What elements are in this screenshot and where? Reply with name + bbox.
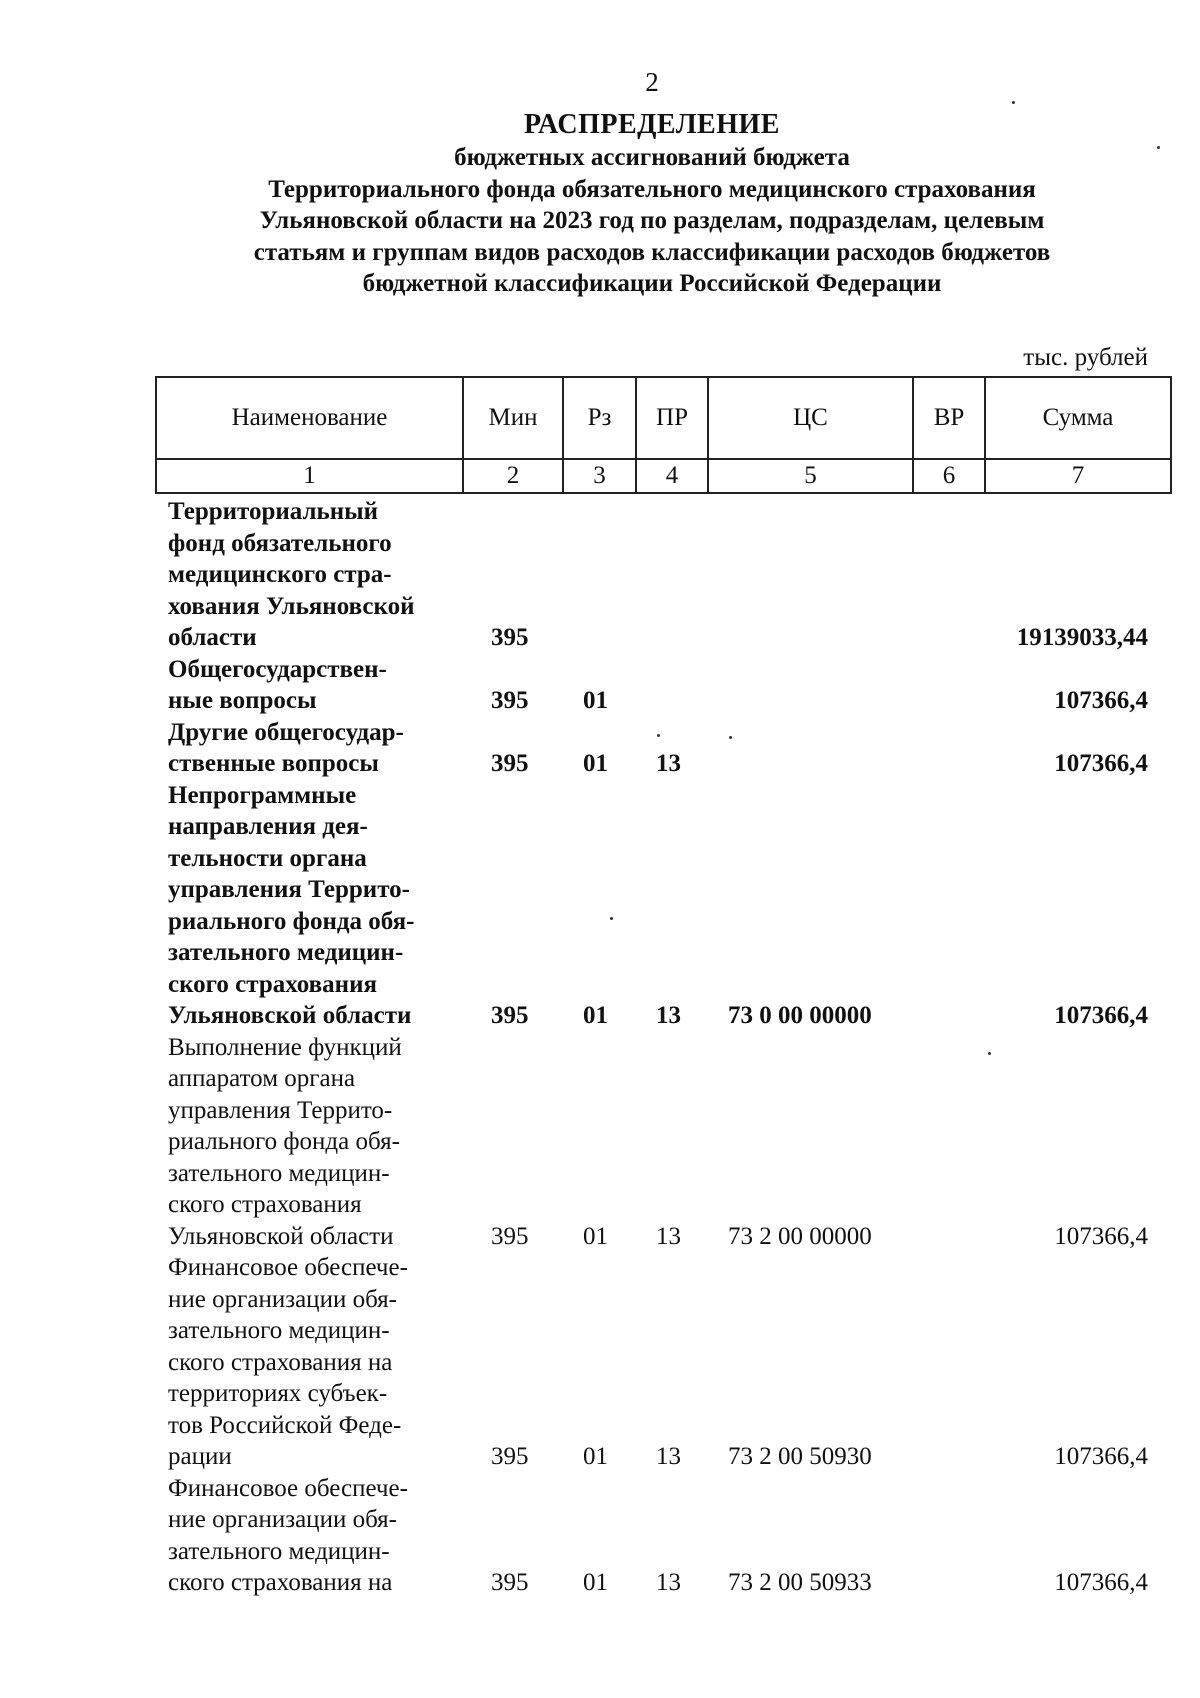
table-row: [0, 1473, 1200, 1599]
row-name-line: управления Террито-: [168, 1096, 393, 1124]
document-subtitle-line: статьям и группам видов расходов классификации расходов бюджетов: [253, 238, 1051, 266]
cell-min: 395: [491, 687, 529, 714]
row-name: [168, 1473, 450, 1599]
column-number: 6: [913, 459, 985, 493]
row-name-line: Другие общегосудар-: [168, 718, 404, 746]
column-header-min: Мин: [463, 377, 563, 459]
row-name-line: Ульяновской области: [168, 1222, 394, 1250]
row-name-line: управления Террито-: [168, 876, 410, 903]
cell-sum: 107366,4: [1054, 1002, 1148, 1029]
column-number: 4: [636, 459, 708, 493]
row-name-line: зательного медицин-: [168, 1317, 390, 1344]
column-number: 5: [708, 459, 913, 493]
row-name-line: Ульяновской области: [168, 1002, 412, 1029]
row-name-line: Выполнение функций: [168, 1033, 402, 1061]
cell-pr: 13: [656, 1222, 681, 1250]
row-name-line: зательного медицин-: [168, 1159, 390, 1187]
cell-sum: 19139033,44: [1016, 624, 1148, 651]
cell-min: 395: [491, 1569, 529, 1596]
column-header-name: Наименование: [156, 377, 463, 459]
row-name: [168, 496, 450, 654]
cell-rz: 01: [583, 1002, 608, 1029]
column-number: 1: [156, 459, 463, 493]
scan-speck: [1012, 101, 1015, 104]
row-name-line: зательного медицин-: [168, 939, 404, 966]
cell-sum: 107366,4: [1054, 1443, 1148, 1470]
cell-min: 395: [491, 1222, 529, 1250]
row-name-line: ние организации обя-: [168, 1285, 397, 1313]
cell-rz: 01: [583, 1443, 608, 1470]
document-subtitle-line: Территориального фонда обязательного медицинского страхования: [268, 175, 1036, 203]
row-name: [168, 780, 450, 1032]
row-name-line: риального фонда обя-: [168, 907, 415, 935]
cell-rz: 01: [583, 1222, 608, 1250]
cell-sum: 107366,4: [1054, 1222, 1148, 1250]
row-name-line: фонд обязательного: [168, 529, 392, 557]
column-header-vr: ВР: [913, 377, 985, 459]
column-number: 2: [463, 459, 563, 493]
row-name-line: медицинского стра-: [168, 561, 392, 588]
table-row: [0, 496, 1200, 654]
document-heading: [130, 108, 1174, 300]
row-name-line: Непрограммные: [168, 781, 357, 809]
cell-rz: 01: [583, 1569, 608, 1596]
row-name-line: тельности органа: [168, 844, 367, 872]
scan-speck: [610, 917, 613, 920]
scan-speck: [729, 736, 732, 739]
cell-pr: 13: [656, 750, 681, 777]
row-name-line: ского страхования на: [168, 1569, 393, 1596]
table-row: [0, 1032, 1200, 1253]
column-header-cs: ЦС: [708, 377, 913, 459]
cell-min: 395: [491, 1002, 529, 1029]
row-name-line: зательного медицин-: [168, 1537, 390, 1565]
row-name-line: тов Российской Феде-: [168, 1411, 402, 1439]
table-body: [0, 496, 1200, 1599]
cell-rz: 01: [583, 750, 608, 777]
column-header-rz: Рз: [563, 377, 636, 459]
column-number: 7: [985, 459, 1171, 493]
row-name-line: ные вопросы: [168, 687, 317, 714]
table-row: [0, 717, 1200, 780]
cell-cs: 73 0 00 00000: [728, 1002, 872, 1029]
column-header-sum: Сумма: [985, 377, 1171, 459]
scan-speck: [1157, 146, 1160, 149]
cell-pr: 13: [656, 1443, 681, 1470]
cell-pr: 13: [656, 1569, 681, 1596]
cell-cs: 73 2 00 50930: [728, 1443, 872, 1470]
row-name-line: ственные вопросы: [168, 750, 379, 777]
table-row: [0, 780, 1200, 1032]
cell-cs: 73 2 00 50933: [728, 1569, 872, 1596]
row-name-line: Финансовое обеспече-: [168, 1254, 408, 1281]
cell-min: 395: [491, 624, 529, 651]
row-name-line: территориях субъек-: [168, 1380, 388, 1407]
cell-rz: 01: [583, 687, 608, 714]
row-name-line: ского страхования на: [168, 1348, 393, 1376]
row-name-line: ние организации обя-: [168, 1506, 397, 1533]
row-name-line: направления дея-: [168, 813, 368, 840]
table-row: [0, 654, 1200, 717]
row-name: [168, 1032, 450, 1253]
cell-min: 395: [491, 750, 529, 777]
document-subtitle-line: бюджетных ассигнований бюджета: [454, 144, 850, 171]
row-name-line: ского страхования: [168, 970, 377, 998]
row-name-line: хования Ульяновской: [168, 592, 415, 620]
row-name-line: Финансовое обеспече-: [168, 1474, 408, 1502]
cell-cs: 73 2 00 00000: [728, 1222, 872, 1250]
table-row: [0, 1252, 1200, 1473]
row-name: [168, 1252, 450, 1473]
row-name-line: аппаратом органа: [168, 1065, 356, 1092]
row-name-line: риального фонда обя-: [168, 1128, 400, 1155]
units-label: тыс. рублей: [1023, 344, 1148, 371]
row-name-line: рации: [168, 1443, 232, 1470]
cell-sum: 107366,4: [1054, 1569, 1148, 1596]
scan-speck: [657, 734, 660, 737]
column-number: 3: [563, 459, 636, 493]
row-name-line: ского страхования: [168, 1191, 362, 1218]
document-subtitle-line: бюджетной классификации Российской Федерации: [362, 270, 942, 297]
row-name-line: Общегосударствен-: [168, 655, 387, 683]
scan-speck: [988, 1052, 991, 1055]
row-name: [168, 654, 450, 717]
cell-pr: 13: [656, 1002, 681, 1029]
row-name-line: Территориальный: [168, 498, 379, 525]
cell-sum: 107366,4: [1054, 687, 1148, 714]
table-header: [155, 376, 1172, 494]
column-header-pr: ПР: [636, 377, 708, 459]
document-title: РАСПРЕДЕЛЕНИЕ: [524, 109, 780, 140]
row-name: [168, 717, 450, 780]
document-subtitle-line: Ульяновской области на 2023 год по разделам, подразделам, целевым: [259, 207, 1045, 234]
cell-sum: 107366,4: [1054, 750, 1148, 777]
row-name-line: области: [168, 624, 257, 651]
cell-min: 395: [491, 1443, 529, 1470]
page-number: 2: [645, 67, 659, 97]
